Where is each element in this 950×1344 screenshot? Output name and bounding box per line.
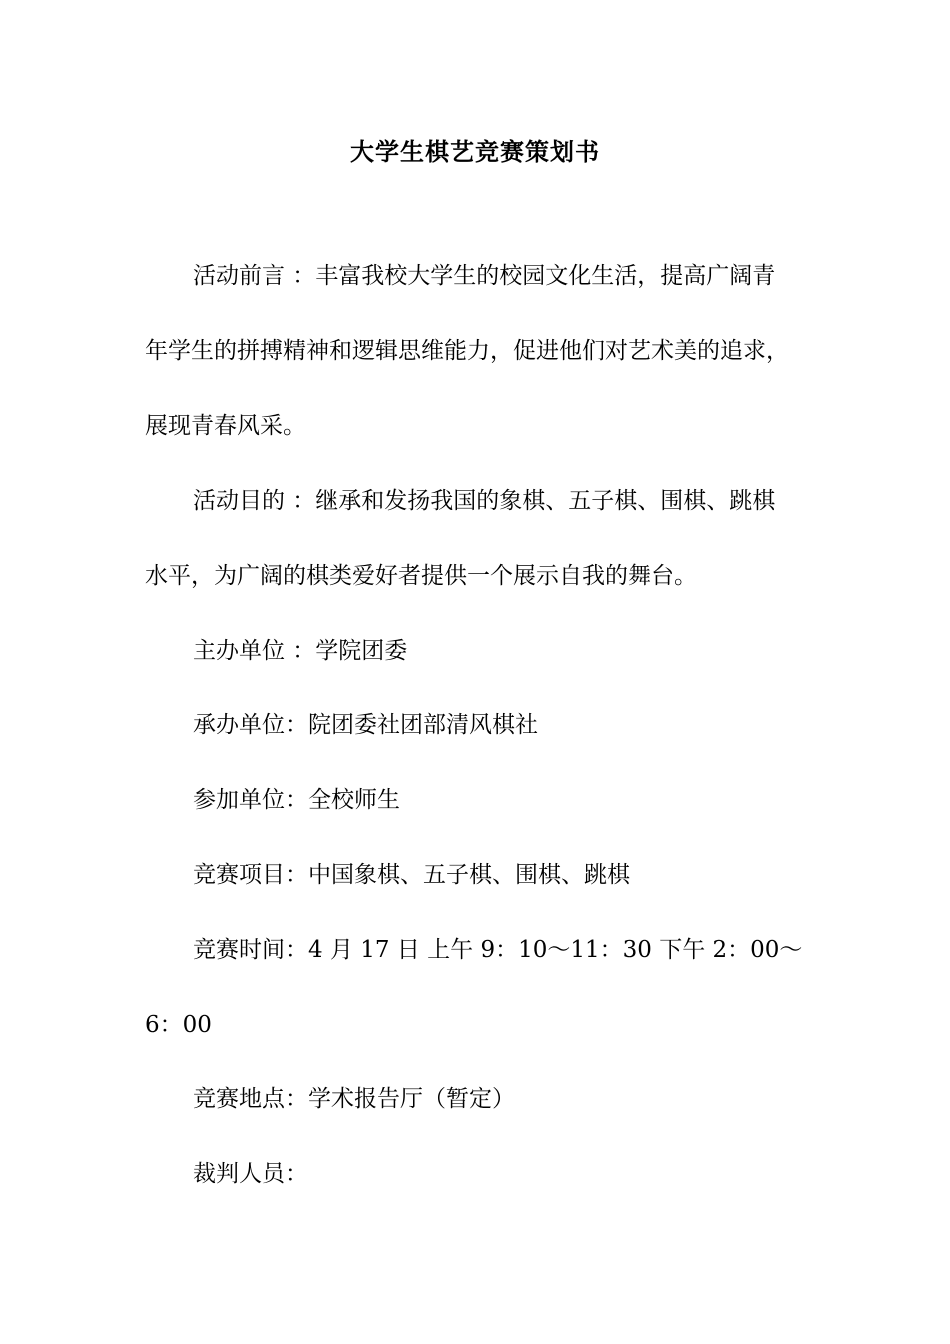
preface-line-2: 年学生的拼搏精神和逻辑思维能力，促进他们对艺术美的追求， [145,338,789,364]
document-title: 大学生棋艺竞赛策划书 [350,137,600,166]
purpose-line-1: 活动目的 ：继承和发扬我国的象棋、五子棋、围棋、跳棋 [193,488,776,514]
preface-line-1: 活动前言 ：丰富我校大学生的校园文化生活，提高广阔青 [193,263,776,289]
events-line: 竞赛项目：中国象棋、五子棋、围棋、跳棋 [193,862,630,888]
host-line: 承办单位：院团委社团部清风棋社 [193,712,538,738]
referees-line: 裁判人员： [193,1161,308,1187]
purpose-line-2: 水平，为广阔的棋类爱好者提供一个展示自我的舞台。 [145,563,697,589]
organizer-line: 主办单位 ：学院团委 [193,638,408,664]
time-line-2: 6：00 [145,1012,212,1038]
venue-line: 竞赛地点：学术报告厅（暂定） [193,1086,515,1112]
participants-line: 参加单位：全校师生 [193,787,400,813]
preface-line-3: 展现青春风采。 [145,413,306,439]
time-line-1: 竞赛时间：4 月 17 日 上午 9：10～11：30 下午 2：00～ [193,937,803,963]
